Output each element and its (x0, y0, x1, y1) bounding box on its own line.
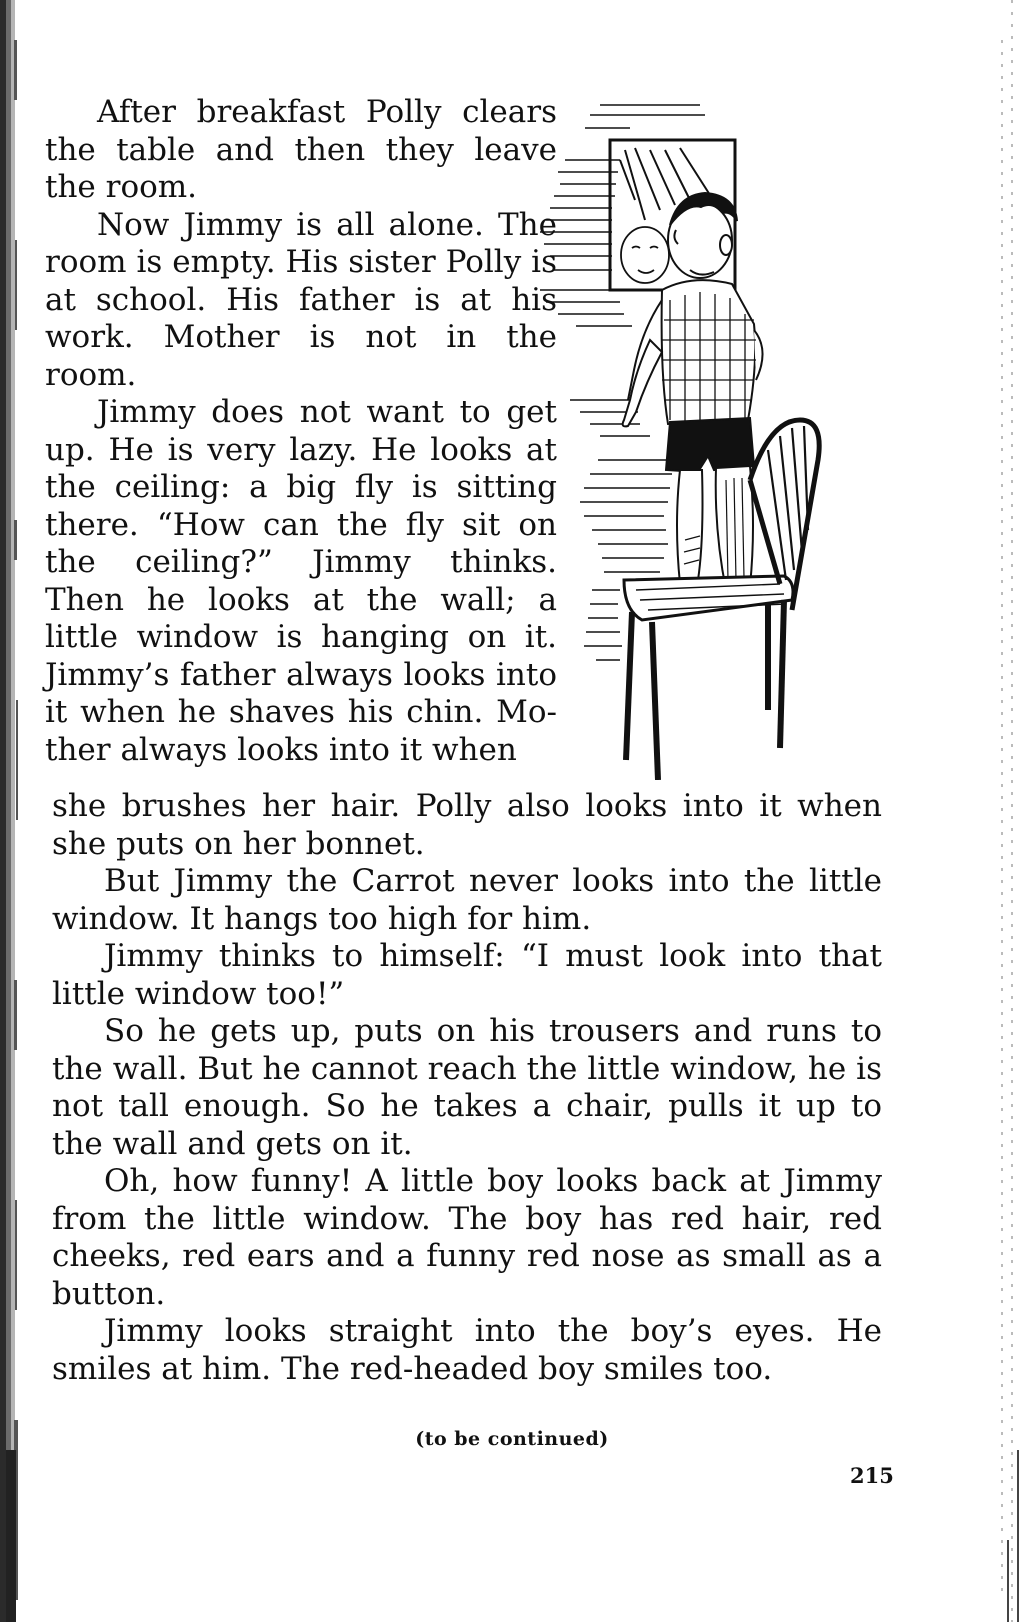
boy-on-chair-at-mirror-illustration (540, 100, 880, 780)
scan-edge-right (994, 0, 1024, 1622)
full-width-text (52, 788, 882, 1388)
page-number: 215 (850, 1463, 894, 1488)
paragraph-7: Oh, how funny! A little boy looks back at Jimmy from the little window. The boy has red hair, red cheeks, red ears and a funny red nose as small as a button. (52, 1163, 882, 1312)
wrapped-text-column (45, 94, 557, 769)
paragraph-8: Jimmy looks straight into the boy’s eyes. He smiles at him. The red-headed boy smiles too. (52, 1313, 882, 1387)
paragraph-1: After breakfast Polly clears the table and then they leave the room. (45, 94, 557, 205)
to-be-continued-note: (to be continued) (415, 1428, 609, 1450)
paragraph-3-continued: she brushes her hair. Polly also looks into it when she puts on her bonnet. (52, 788, 882, 862)
paragraph-6: So he gets up, puts on his trousers and runs to the wall. But he cannot reach the little window, he is not tall enough. So he takes a chair, pulls it up to the wall and gets on it. (52, 1013, 882, 1162)
paragraph-2: Now Jimmy is all alone. The room is empty. His sister Polly is at school. His father is at his work. Mother is not in the room. (45, 206, 557, 393)
paragraph-4: But Jimmy the Carrot never looks into the little window. It hangs too high for him. (52, 863, 882, 937)
paragraph-5: Jimmy thinks to himself: “I must look into that little window too!” (52, 938, 882, 1012)
scan-edge-left (0, 0, 28, 1622)
paragraph-3: Jimmy does not want to get up. He is very lazy. He looks at the ceiling: a big fly is sitting there. “How can the fly sit on the ceiling?” Jimmy thinks. Then he looks at the wall; a little window is hanging on it. Jimmy’s father always looks into it when he shaves his chin. Mo-ther always looks into it when (45, 394, 557, 768)
